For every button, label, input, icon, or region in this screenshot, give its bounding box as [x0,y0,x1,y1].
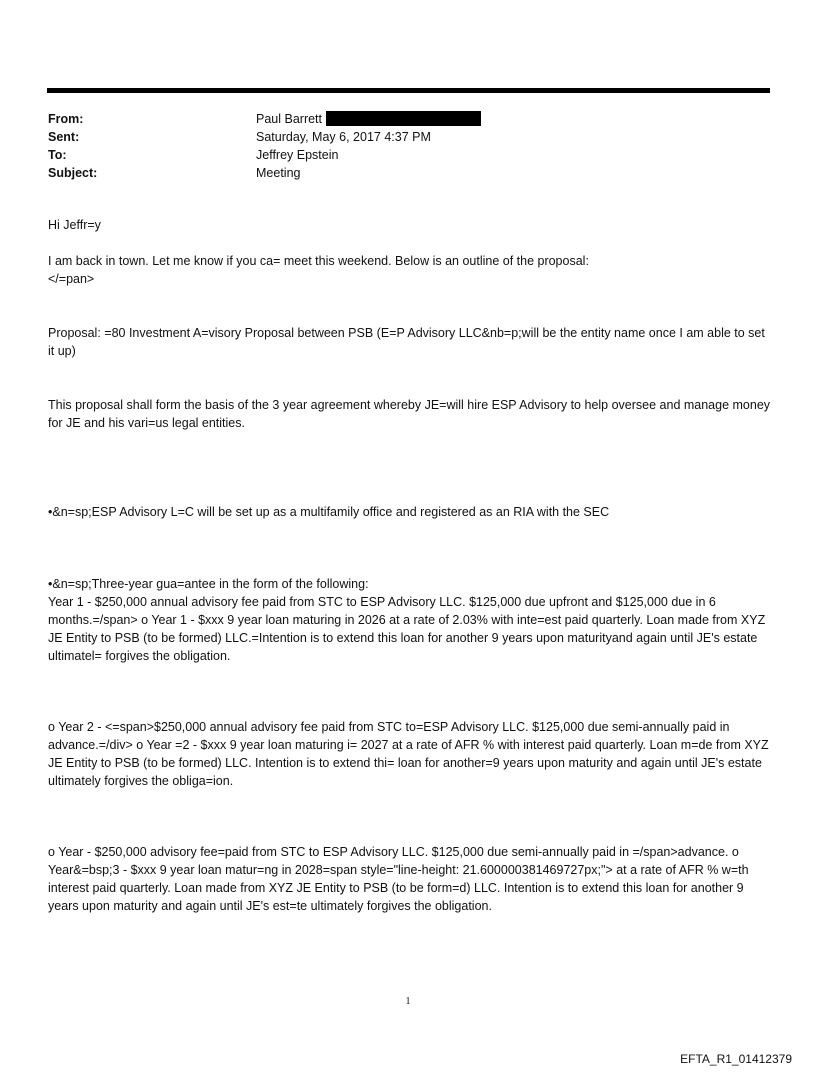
intro-line-1: I am back in town. Let me know if you ca= meet this weekend. Below is an outline of the proposal: [48,254,589,268]
from-value: Paul Barrett [256,110,481,128]
sent-row [48,128,481,146]
intro-line-2: </=pan> [48,272,95,286]
to-value: Jeffrey Epstein [256,148,339,162]
to-label: To: [48,148,67,162]
subject-label: Subject: [48,166,98,180]
to-row [48,146,481,164]
page-number: 1 [405,996,411,1007]
guarantee-title: •&n=sp;Three-year gua=antee in the form of the following: [48,577,369,591]
redaction-box [326,111,481,126]
header-rule [47,88,770,93]
bullet-ria: •&n=sp;ESP Advisory L=C will be set up as a multifamily office and registered as an RIA with the SEC [48,505,610,519]
subject-value: Meeting [256,166,301,180]
email-header [48,110,481,182]
year-2-terms: o Year 2 - <=span>$250,000 annual advisory fee paid from STC to=ESP Advisory LLC. $125,000 due semi-annually paid in advance.=/div> o Year =2 - $xxx 9 year loan maturing i= 2027 at a rate of AFR % with interest paid quarterly. Loan m=de from XYZ JE Entity to PSB (to be formed) LLC. Intention is to extend thi= loan for another=9 years upon maturity and again until JE's estate ultimately forgives the obliga=ion. [48,720,769,788]
subject-row [48,164,481,182]
document-id: EFTA_R1_01412379 [680,1052,792,1066]
basis-paragraph: This proposal shall form the basis of the 3 year agreement whereby JE=will hire ESP Advisory to help oversee and manage money for JE and his vari=us legal entities. [48,398,771,430]
proposal-paragraph: Proposal: =80 Investment A=visory Proposal between PSB (E=P Advisory LLC&nb=p;will be the entity name once I am able to set it up) [48,326,765,358]
intro-paragraph [48,252,772,288]
year-3-terms: o Year - $250,000 advisory fee=paid from STC to ESP Advisory LLC. $125,000 due semi-annually paid in =/span>advance. o Year&=bsp;3 - $xxx 9 year loan matur=ng in 2028=span style="line-height: 21.600000381469727px;"> at a rate of AFR % w=th interest paid quarterly. Loan made from XYZ JE Entity to PSB (to be form=d) LLC. Intention is to extend this loan for another 9 years upon maturity and again until JE's est=te ultimately forgives the obligation. [48,845,749,913]
year-1-terms: Year 1 - $250,000 annual advisory fee paid from STC to ESP Advisory LLC. $125,000 due upfront and $125,000 due in 6 months.=/span> o Year 1 - $xxx 9 year loan maturing in 2026 at a rate of 2.03% with inte=est paid quarterly. Loan made from XYZ JE Entity to PSB (to be formed) LLC.=Intention is to extend this loan for another 9 years upon maturityand again until JE's estate ultimatel= forgives the obligation. [48,595,766,663]
guarantee-section [48,575,772,665]
sent-label: Sent: [48,130,80,144]
greeting: Hi Jeffr=y [48,218,101,232]
from-label: From: [48,112,84,126]
sent-value: Saturday, May 6, 2017 4:37 PM [256,130,431,144]
from-row [48,110,481,128]
